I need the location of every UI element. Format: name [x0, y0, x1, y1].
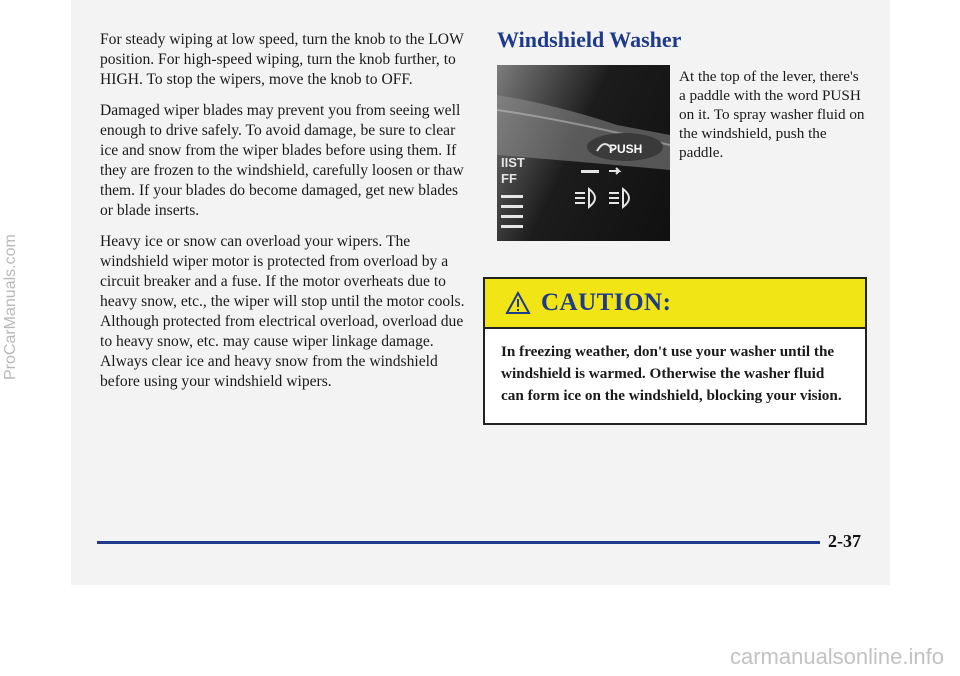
bottom-watermark: carmanualsonline.info — [729, 644, 944, 669]
page-number: 2-37 — [828, 531, 861, 551]
photo-side-label-2: FF — [501, 171, 517, 186]
caution-text: In freezing weather, don't use your washer until the windshield is warmed. Otherwise the washer fluid can form ice on the windshield, blocking your vision. — [501, 343, 842, 404]
caution-title: CAUTION: — [541, 289, 672, 316]
paragraph-damaged-blades: Damaged wiper blades may prevent you from seeing well enough to drive safely. To avoid damage, be sure to clear ice and snow from the wiper blades before using them. If they are frozen to the windshield, carefully loosen or thaw them. If your blades do become damaged, get new blades or blade inserts. — [100, 102, 464, 219]
caution-box — [483, 277, 867, 425]
side-watermark: ProCarManuals.com — [2, 234, 19, 380]
section-heading: Windshield Washer — [497, 27, 682, 52]
paragraph-heavy-snow: Heavy ice or snow can overload your wipers. The windshield wiper motor is protected from overload by a circuit breaker and a fuse. If the motor overheats due to heavy snow, etc., the wiper will stop until the motor cools. Although protected from electrical overload, overload due to heavy snow, etc. may cause wiper linkage damage. Always clear ice and heavy snow from the windshield before using your windshield wipers. — [100, 233, 465, 390]
left-column — [100, 30, 472, 403]
caution-header — [485, 279, 865, 329]
push-label: PUSH — [609, 142, 643, 156]
warning-triangle-icon — [505, 291, 531, 315]
washer-lever-photo — [497, 65, 670, 241]
paragraph-wiper-speed: For steady wiping at low speed, turn the knob to the LOW position. For high-speed wiping, turn the knob further, to HIGH. To stop the wipers, move the knob to OFF. — [100, 31, 464, 88]
footer-rule — [97, 541, 820, 544]
washer-lever-illustration — [497, 65, 670, 241]
photo-side-label-1: IIST — [501, 155, 525, 170]
washer-instructions: At the top of the lever, there's a paddle with the word PUSH on it. To spray washer fluid on the windshield, push the paddle. — [679, 68, 865, 161]
